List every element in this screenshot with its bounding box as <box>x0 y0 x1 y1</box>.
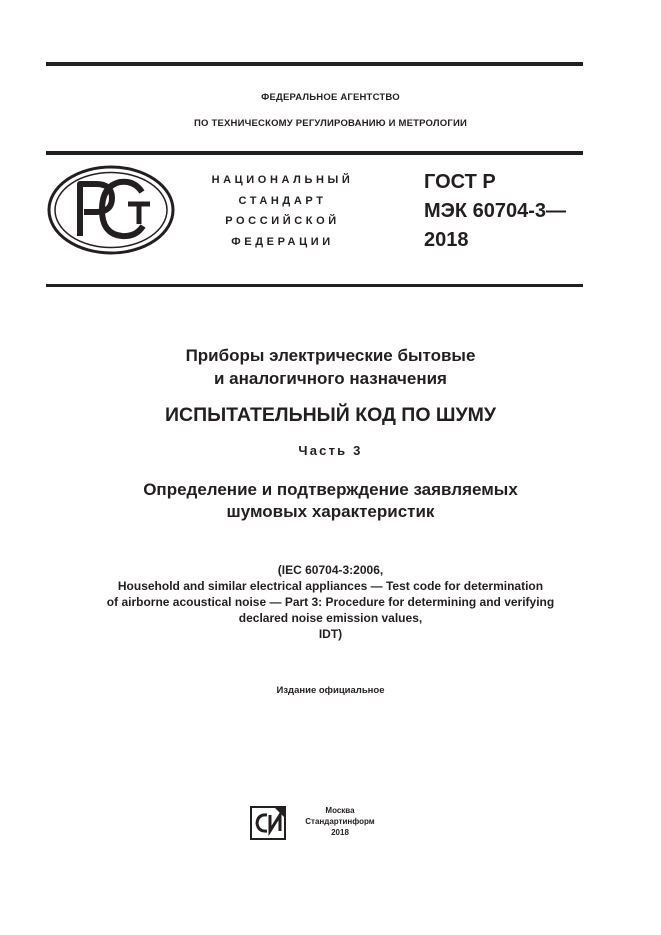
iec-line-4: declared noise emission values, <box>238 611 423 625</box>
standartinform-logo-icon <box>250 806 286 840</box>
agency-line-2: ПО ТЕХНИЧЕСКОМУ РЕГУЛИРОВАНИЮ И МЕТРОЛОГИИ <box>194 118 467 129</box>
iec-line-3: of airborne acoustical noise — Part 3: Procedure for determining and verifying <box>106 595 555 609</box>
gost-r-logo <box>46 164 176 256</box>
title-line-1: Приборы электрические бытовые <box>185 346 476 365</box>
iec-line-2: Household and similar electrical appliances — Test code for determination <box>117 579 544 593</box>
publisher-city: Москва <box>325 806 355 815</box>
standard-type <box>190 170 375 252</box>
designation-line-2: МЭК 60704-3— <box>424 200 567 222</box>
main-title: ИСПЫТАТЕЛЬНЫЙ КОД ПО ШУМУ <box>164 404 497 426</box>
publisher-name: Стандартинформ <box>305 817 375 826</box>
top-rule <box>46 62 583 66</box>
part-label: Часть 3 <box>298 443 363 458</box>
standard-type-line-3: РОССИЙСКОЙ <box>225 215 340 227</box>
publisher-info <box>290 805 390 838</box>
publisher-logo-letters: СИ <box>250 806 252 807</box>
publisher-logo <box>250 806 286 840</box>
iec-reference <box>0 562 661 642</box>
standard-type-line-1: НАЦИОНАЛЬНЫЙ <box>211 174 354 186</box>
designation-rule <box>46 284 583 287</box>
iec-line-5: IDT) <box>318 627 343 641</box>
logo-letters: РСТ <box>46 164 48 165</box>
standard-designation <box>424 168 594 255</box>
header-rule <box>46 151 583 155</box>
agency-line-1: ФЕДЕРАЛЬНОЕ АГЕНТСТВО <box>261 92 400 103</box>
designation-line-1: ГОСТ Р <box>424 171 496 193</box>
standard-type-line-4: ФЕДЕРАЦИИ <box>231 235 334 248</box>
iec-line-1: (IEC 60704-3:2006, <box>277 563 384 577</box>
designation-line-3: 2018 <box>424 229 469 251</box>
edition-label: Издание официальное <box>276 685 385 696</box>
publisher-year: 2018 <box>331 828 349 837</box>
title-line-2: и аналогичного назначения <box>214 369 447 388</box>
rst-emblem-icon <box>46 164 176 256</box>
subtitle-line-1: Определение и подтверждение заявляемых <box>143 480 518 499</box>
subtitle-line-2: шумовых характеристик <box>226 502 435 521</box>
standard-type-line-2: СТАНДАРТ <box>238 194 327 207</box>
